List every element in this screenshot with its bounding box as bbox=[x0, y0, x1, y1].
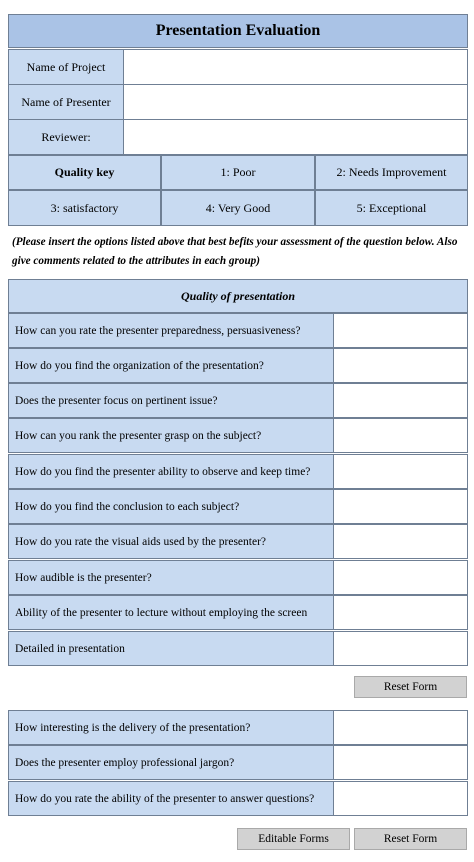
question-row bbox=[8, 781, 468, 816]
project-name-field[interactable] bbox=[124, 49, 468, 85]
quality-key-option: 3: satisfactory bbox=[8, 190, 161, 226]
question-text: Ability of the presenter to lecture without employing the screen bbox=[8, 595, 334, 630]
reviewer-row bbox=[8, 119, 468, 155]
answer-field[interactable] bbox=[334, 418, 468, 453]
reviewer-label: Reviewer: bbox=[8, 119, 124, 155]
question-text: How do you rate the visual aids used by the presenter? bbox=[8, 524, 334, 559]
question-row bbox=[8, 313, 468, 348]
question-row bbox=[8, 631, 468, 666]
question-text: How interesting is the delivery of the presentation? bbox=[8, 710, 334, 745]
question-text: How do you find the conclusion to each subject? bbox=[8, 489, 334, 524]
instructions-text: (Please insert the options listed above that best befits your assessment of the question below. Also give comments related to the attributes in each group) bbox=[12, 236, 458, 267]
question-row bbox=[8, 348, 468, 383]
quality-key-option: 4: Very Good bbox=[161, 190, 315, 226]
question-text: Detailed in presentation bbox=[8, 631, 334, 666]
question-text: How can you rate the presenter preparedness, persuasiveness? bbox=[8, 313, 334, 348]
section-heading: Quality of presentation bbox=[8, 279, 468, 313]
answer-field[interactable] bbox=[334, 489, 468, 524]
editable-forms-button[interactable]: Editable Forms bbox=[237, 828, 350, 850]
question-row bbox=[8, 560, 468, 595]
question-row bbox=[8, 595, 468, 630]
answer-field[interactable] bbox=[334, 595, 468, 630]
answer-field[interactable] bbox=[334, 313, 468, 348]
answer-field[interactable] bbox=[334, 560, 468, 595]
answer-field[interactable] bbox=[334, 710, 468, 745]
answer-field[interactable] bbox=[334, 454, 468, 489]
question-text: How audible is the presenter? bbox=[8, 560, 334, 595]
answer-field[interactable] bbox=[334, 745, 468, 780]
quality-key-option: 1: Poor bbox=[161, 155, 315, 190]
presenter-name-label: Name of Presenter bbox=[8, 84, 124, 120]
form-title: Presentation Evaluation bbox=[8, 14, 468, 48]
question-row bbox=[8, 745, 468, 780]
reset-form-button[interactable]: Reset Form bbox=[354, 676, 467, 698]
question-row bbox=[8, 710, 468, 745]
quality-key-table bbox=[8, 155, 468, 226]
answer-field[interactable] bbox=[334, 524, 468, 559]
question-row bbox=[8, 454, 468, 489]
answer-field[interactable] bbox=[334, 631, 468, 666]
question-row bbox=[8, 383, 468, 418]
answer-field[interactable] bbox=[334, 383, 468, 418]
reset-form-bottom-button[interactable]: Reset Form bbox=[354, 828, 467, 850]
quality-key-option: 5: Exceptional bbox=[315, 190, 468, 226]
answer-field[interactable] bbox=[334, 348, 468, 383]
quality-key-option: 2: Needs Improvement bbox=[315, 155, 468, 190]
question-text: How can you rank the presenter grasp on the subject? bbox=[8, 418, 334, 453]
answer-field[interactable] bbox=[334, 781, 468, 816]
project-name-row bbox=[8, 49, 468, 85]
question-row bbox=[8, 418, 468, 453]
quality-key-heading: Quality key bbox=[8, 155, 161, 190]
question-text: Does the presenter focus on pertinent issue? bbox=[8, 383, 334, 418]
question-text: Does the presenter employ professional jargon? bbox=[8, 745, 334, 780]
question-text: How do you find the presenter ability to observe and keep time? bbox=[8, 454, 334, 489]
question-text: How do you find the organization of the presentation? bbox=[8, 348, 334, 383]
project-name-label: Name of Project bbox=[8, 49, 124, 85]
presenter-name-row bbox=[8, 84, 468, 120]
presenter-name-field[interactable] bbox=[124, 84, 468, 120]
reviewer-field[interactable] bbox=[124, 119, 468, 155]
question-row bbox=[8, 524, 468, 559]
question-row bbox=[8, 489, 468, 524]
question-text: How do you rate the ability of the presenter to answer questions? bbox=[8, 781, 334, 816]
